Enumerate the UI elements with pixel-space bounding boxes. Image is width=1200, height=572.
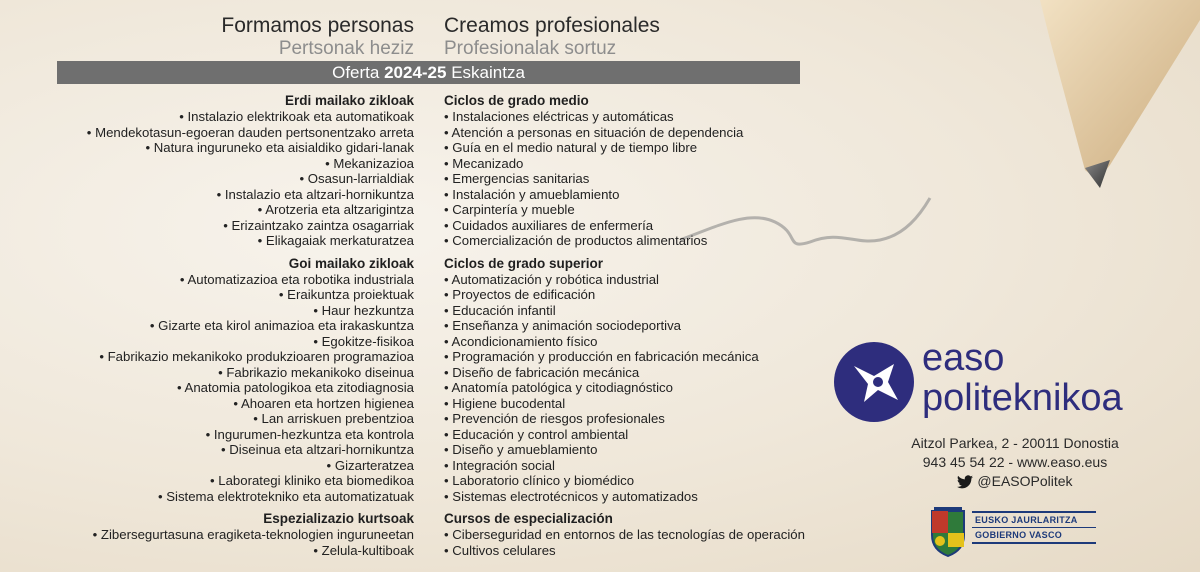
gov-line1: EUSKO JAURLARITZA xyxy=(972,513,1096,528)
program-item: • Laborategi kliniko eta biomedikoa xyxy=(209,473,414,488)
program-item: • Gizarteratzea xyxy=(326,457,414,473)
program-item: • Ingurumen-hezkuntza eta kontrola xyxy=(205,426,414,442)
program-item: • Prevención de riesgos profesionales xyxy=(444,411,665,426)
program-item: • Automatización y robótica industrial xyxy=(444,271,659,287)
program-item: • Zelula-kultiboak xyxy=(313,542,414,558)
program-item: • Anatomía patológica y citodiagnóstico xyxy=(444,380,673,395)
program-item: • Fabrikazio mekanikoko produkzioaren programazioa xyxy=(99,349,414,364)
program-item: • Automatizazioa eta robotika industriala xyxy=(179,271,414,287)
contact-info xyxy=(860,434,1170,494)
program-item: • Ahoaren eta hortzen higienea xyxy=(233,395,414,411)
offer-suffix: Eskaintza xyxy=(451,63,525,82)
program-item: • Instalazio eta altzari-hornikuntza xyxy=(216,186,414,202)
program-item: • Erizaintzako zaintza osagarriak xyxy=(223,217,414,233)
program-item: • Mekanizazioa xyxy=(325,155,414,171)
program-item: • Educación infantil xyxy=(444,302,556,318)
gov-line2: GOBIERNO VASCO xyxy=(975,530,1063,540)
program-item: • Zibersegurtasuna eragiketa-teknologien inguruneetan xyxy=(92,527,414,542)
coat-of-arms-icon xyxy=(928,505,968,557)
government-name xyxy=(972,511,1096,544)
program-item: • Mecanizado xyxy=(444,155,524,171)
offer-years: 2024-25 xyxy=(384,63,447,82)
logo-line2: politeknikoa xyxy=(922,377,1123,419)
section-gap xyxy=(444,504,805,508)
phone-web[interactable]: 943 45 54 22 - www.easo.eus xyxy=(922,454,1108,470)
pencil-illustration xyxy=(900,0,1200,260)
government-logo xyxy=(928,505,1096,561)
program-item: • Acondicionamiento físico xyxy=(444,333,598,349)
program-item: • Atención a personas en situación de dependencia xyxy=(444,124,744,140)
program-item: • Cuidados auxiliares de enfermería xyxy=(444,217,654,233)
section-gap xyxy=(87,504,414,508)
program-item: • Cultivos celulares xyxy=(444,542,556,558)
program-item: • Arotzeria eta altzarigintza xyxy=(257,202,414,217)
program-item: • Enseñanza y animación sociodeportiva xyxy=(444,318,682,333)
program-item: • Integración social xyxy=(444,457,555,473)
header-right-sub: Profesionalak sortuz xyxy=(444,38,617,59)
program-item: • Instalación y amueblamiento xyxy=(444,186,620,202)
section-title: Cursos de especialización xyxy=(444,511,613,526)
program-item: • Proyectos de edificación xyxy=(444,287,596,302)
program-item: • Laboratorio clínico y biomédico xyxy=(444,473,635,488)
section-title: Ciclos de grado superior xyxy=(444,255,604,271)
program-item: • Lan arriskuen prebentzioa xyxy=(253,411,414,426)
section-title: Espezializazio kurtsoak xyxy=(263,511,414,526)
twitter-handle[interactable] xyxy=(957,472,1072,491)
basque-column xyxy=(87,90,414,558)
section-title: Erdi mailako zikloak xyxy=(284,93,414,108)
program-item: • Instalazio elektrikoak eta automatikoak xyxy=(179,109,414,124)
offer-banner xyxy=(57,61,800,84)
program-item: • Fabrikazio mekanikoko diseinua xyxy=(218,364,414,380)
program-item: • Elikagaiak merkaturatzea xyxy=(257,233,414,248)
section-title: Goi mailako zikloak xyxy=(288,255,414,271)
header-left-main: Formamos personas xyxy=(221,14,414,37)
program-item: • Programación y producción en fabricación mecánica xyxy=(444,349,759,364)
program-item: • Gizarte eta kirol animazioa eta irakaskuntza xyxy=(149,318,414,333)
program-item: • Haur hezkuntza xyxy=(313,302,414,318)
logo-line1: easo xyxy=(922,337,1005,379)
twitter-handle-text: @EASOPolitek xyxy=(977,473,1073,489)
offer-prefix: Oferta xyxy=(332,63,380,82)
program-item: • Sistemas electrotécnicos y automatizados xyxy=(444,488,698,504)
program-item: • Diseño y amueblamiento xyxy=(444,442,598,457)
program-item: • Ciberseguridad en entornos de las tecnologías de operación xyxy=(444,527,805,542)
program-item: • Sistema elektroteknikо eta automatizatuak xyxy=(157,488,414,504)
program-item: • Emergencias sanitarias xyxy=(444,171,590,186)
header-left-sub: Pertsonak heziz xyxy=(278,38,414,59)
program-item: • Anatomia patologikoa eta zitodiagnosia xyxy=(176,380,414,395)
program-item: • Comercialización de productos alimentarios xyxy=(444,233,708,248)
program-item: • Diseinua eta altzari-hornikuntza xyxy=(220,442,414,457)
program-item: • Instalaciones eléctricas y automáticas xyxy=(444,109,674,124)
header-right-main: Creamos profesionales xyxy=(444,14,660,37)
easo-logo-mark-icon xyxy=(834,342,914,422)
header-right xyxy=(444,14,660,60)
header-left xyxy=(221,14,414,60)
program-item: • Mendekotasun-egoeran dauden pertsonentzako arreta xyxy=(86,124,414,140)
section-title: Ciclos de grado medio xyxy=(444,93,589,108)
program-item: • Educación y control ambiental xyxy=(444,426,629,442)
program-item: • Higiene bucodental xyxy=(444,395,566,411)
easo-logo xyxy=(834,337,1174,422)
program-item: • Carpintería y mueble xyxy=(444,202,575,217)
program-item: • Egokitze-fisikoa xyxy=(313,333,414,349)
program-item: • Eraikuntza proiektuak xyxy=(278,287,414,302)
section-gap xyxy=(87,249,414,253)
address: Aitzol Parkea, 2 - 20011 Donostia xyxy=(911,435,1119,451)
program-item: • Natura inguruneko eta aisialdiko gidari-lanak xyxy=(145,140,414,155)
program-item: • Guía en el medio natural y de tiempo libre xyxy=(444,140,698,155)
twitter-bird-icon xyxy=(957,475,973,489)
spanish-column xyxy=(444,90,805,558)
program-item: • Diseño de fabricación mecánica xyxy=(444,364,640,380)
easo-logo-text xyxy=(922,338,1123,418)
program-item: • Osasun-larrialdiak xyxy=(299,171,414,186)
section-gap xyxy=(444,249,805,253)
